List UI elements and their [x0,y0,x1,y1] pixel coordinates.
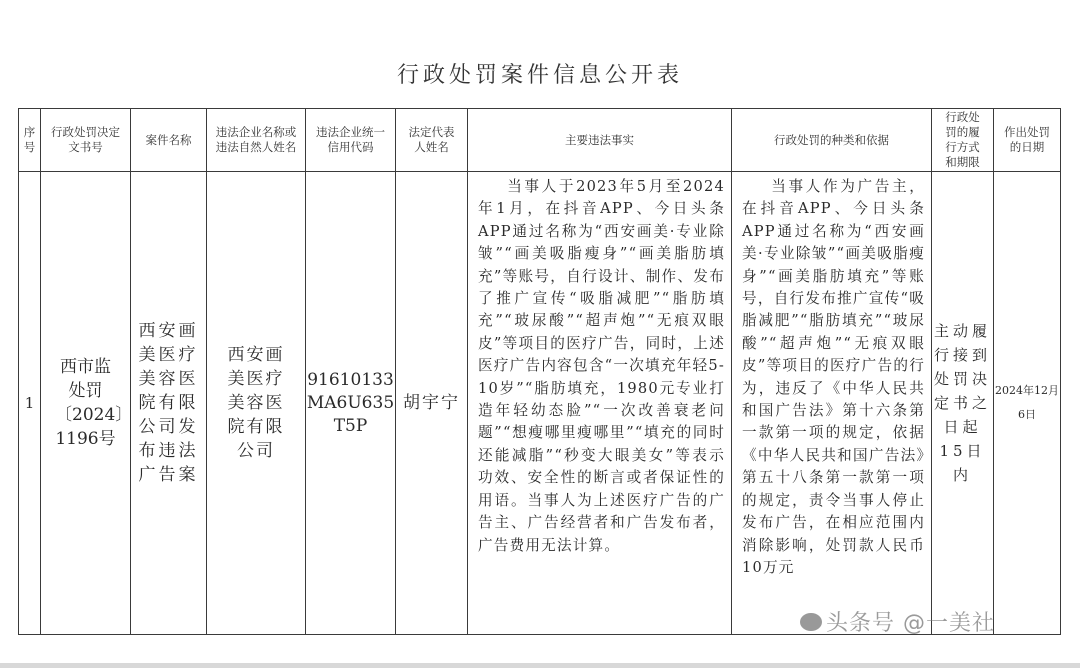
cell-performance: 主动履行接到处罚决定书之日起15日内 [932,172,994,635]
bottom-divider [0,663,1080,668]
table-row [19,172,1061,635]
watermark-text: 头条号 @一美社 [826,611,995,636]
header-seq: 序号 [19,109,41,172]
cell-credit-code: 91610133MA6U635T5P [306,172,396,635]
header-facts: 主要违法事实 [468,109,732,172]
penalty-basis-text: 当事人作为广告主，在抖音APP、今日头条APP通过名称为“西安画美·专业除皱”“画美吸脂瘦身”“画美脂肪填充”等账号，自行发布推广宣传“吸脂减肥”“脂肪填充”“玻尿酸”“超声炮”“无痕双眼皮”等项目的医疗广告的行为，违反了《中华人民共和国广告法》第十六条第一款第一项的规定，依据《中华人民共和国广告法》第五十八条第一款第一项的规定，责令当事人停止发布广告，在相应范围内消除影响，处罚款人民币10万元 [742,178,925,576]
header-performance: 行政处罚的履行方式和期限 [932,109,994,172]
watermark [800,606,995,637]
cell-entity-name: 西安画美医疗美容医院有限公司 [207,172,306,635]
header-row [19,109,1061,172]
page-title: 行政处罚案件信息公开表 [396,63,683,88]
cell-penalty-basis [732,172,932,635]
penalty-info-table [18,108,1061,635]
header-credit-code: 违法企业统一信用代码 [306,109,396,172]
chat-bubble-icon [800,613,822,631]
header-date: 作出处罚的日期 [994,109,1061,172]
header-legal-rep: 法定代表人姓名 [396,109,468,172]
cell-case-name: 西安画美医疗美容医院有限公司发布违法广告案 [131,172,207,635]
header-penalty-basis: 行政处罚的种类和依据 [732,109,932,172]
cell-decision-no: 西市监处罚〔2024〕1196号 [41,172,131,635]
header-decision-no: 行政处罚决定文书号 [41,109,131,172]
header-case-name: 案件名称 [131,109,207,172]
cell-facts [468,172,732,635]
header-entity-name: 违法企业名称或违法自然人姓名 [207,109,306,172]
facts-text: 当事人于2023年5月至2024年1月，在抖音APP、今日头条APP通过名称为“西安画美·专业除皱”“画美吸脂瘦身”“画美脂肪填充”等账号，自行设计、制作、发布了推广宣传“吸脂减肥”“脂肪填充”“玻尿酸”“超声炮”“无痕双眼皮”等项目的医疗广告，同时，上述医疗广告内容包含“一次填充年轻5-10岁”“脂肪填充，1980元专业打造年轻幼态脸”“一次改善衰老问题”“想瘦哪里瘦哪里”“填充的同时还能减脂”“秒变大眼美女”等表示功效、安全性的断言或者保证性的用语。当事人为上述医疗广告的广告主、广告经营者和广告发布者，广告费用无法计算。 [478,178,725,554]
cell-seq: 1 [19,172,41,635]
cell-legal-rep: 胡宇宁 [396,172,468,635]
cell-date: 2024年12月6日 [994,172,1061,635]
